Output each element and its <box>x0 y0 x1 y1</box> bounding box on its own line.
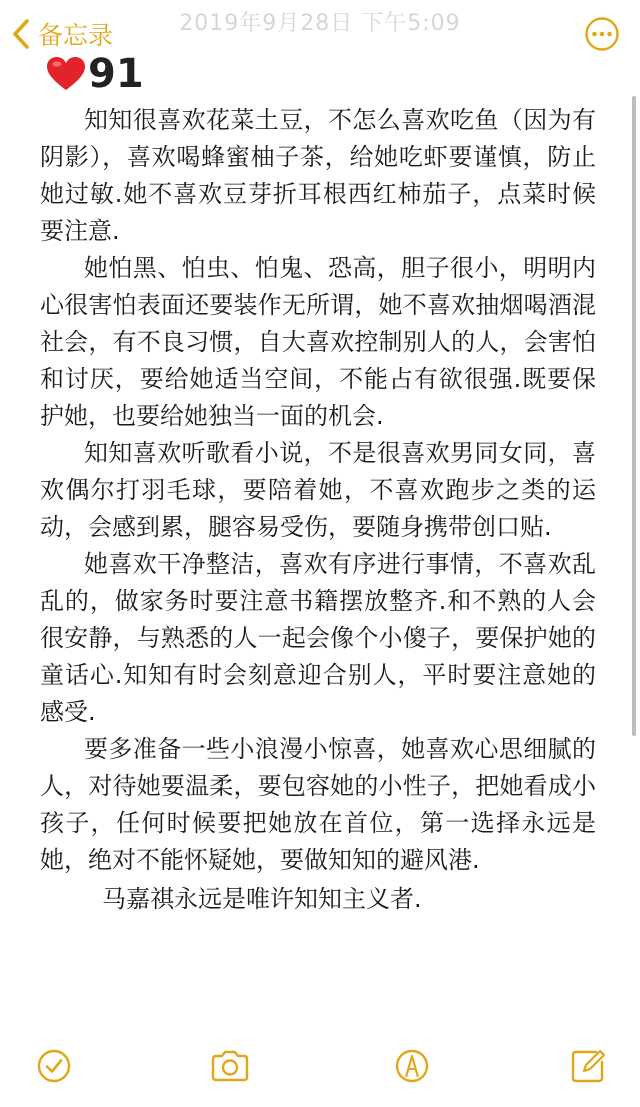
note-body[interactable] <box>40 102 596 1038</box>
note-closing-line: 马嘉祺永远是唯许知知主义者. <box>102 885 422 913</box>
back-button[interactable] <box>10 14 113 54</box>
faint-date-header: 2019年9月28日 下午5:09 <box>179 11 461 36</box>
note-paragraph: 知知很喜欢花菜土豆，不怎么喜欢吃鱼（因为有阴影），喜欢喝蜂蜜柚子茶，给她吃虾要谨慎，防止她过敏.她不喜欢豆芽折耳根西红柿茄子，点菜时候要注意. <box>40 106 596 245</box>
checklist-button[interactable] <box>32 1044 76 1088</box>
ellipsis-circle-icon <box>584 16 620 52</box>
scrollbar[interactable] <box>632 96 636 736</box>
new-note-button[interactable] <box>566 1044 610 1088</box>
note-paragraph: 知知喜欢听歌看小说，不是很喜欢男同女同，喜欢偶尔打羽毛球，要陪着她，不喜欢跑步之类的运动，会感到累，腿容易受伤，要随身携带创口贴. <box>40 439 596 541</box>
bottom-toolbar <box>0 1032 640 1107</box>
note-title-number: 91 <box>88 52 144 96</box>
back-button-label: 备忘录 <box>38 21 114 50</box>
note-title[interactable] <box>46 52 144 96</box>
camera-button[interactable] <box>208 1044 252 1088</box>
checkmark-circle-icon <box>32 1044 76 1088</box>
heart-icon <box>46 56 86 92</box>
note-paragraph: 要多准备一些小浪漫小惊喜，她喜欢心思细腻的人，对待她要温柔，要包容她的小性子，把她看成小孩子，任何时候要把她放在首位，第一选择永远是她，绝对不能怀疑她，要做知知的避风港. <box>40 735 596 874</box>
more-options-button[interactable] <box>584 16 620 52</box>
chevron-left-icon <box>10 17 32 51</box>
markup-button[interactable] <box>390 1044 434 1088</box>
markup-pen-icon <box>390 1044 434 1088</box>
note-paragraph: 她怕黑、怕虫、怕鬼、恐高，胆子很小，明明内心很害怕表面还要装作无所谓，她不喜欢抽烟喝酒混社会，有不良习惯，自大喜欢控制别人的人，会害怕和讨厌，要给她适当空间，不能占有欲很强.既要保护她，也要给她独当一面的机会. <box>40 254 596 430</box>
note-paragraph: 她喜欢干净整洁，喜欢有序进行事情，不喜欢乱乱的，做家务时要注意书籍摆放整齐.和不熟的人会很安静，与熟悉的人一起会像个小傻子，要保护她的童话心.知知有时会刻意迎合别人，平时要注意她的感受. <box>40 550 596 726</box>
compose-icon <box>566 1044 610 1088</box>
camera-icon <box>208 1044 252 1088</box>
